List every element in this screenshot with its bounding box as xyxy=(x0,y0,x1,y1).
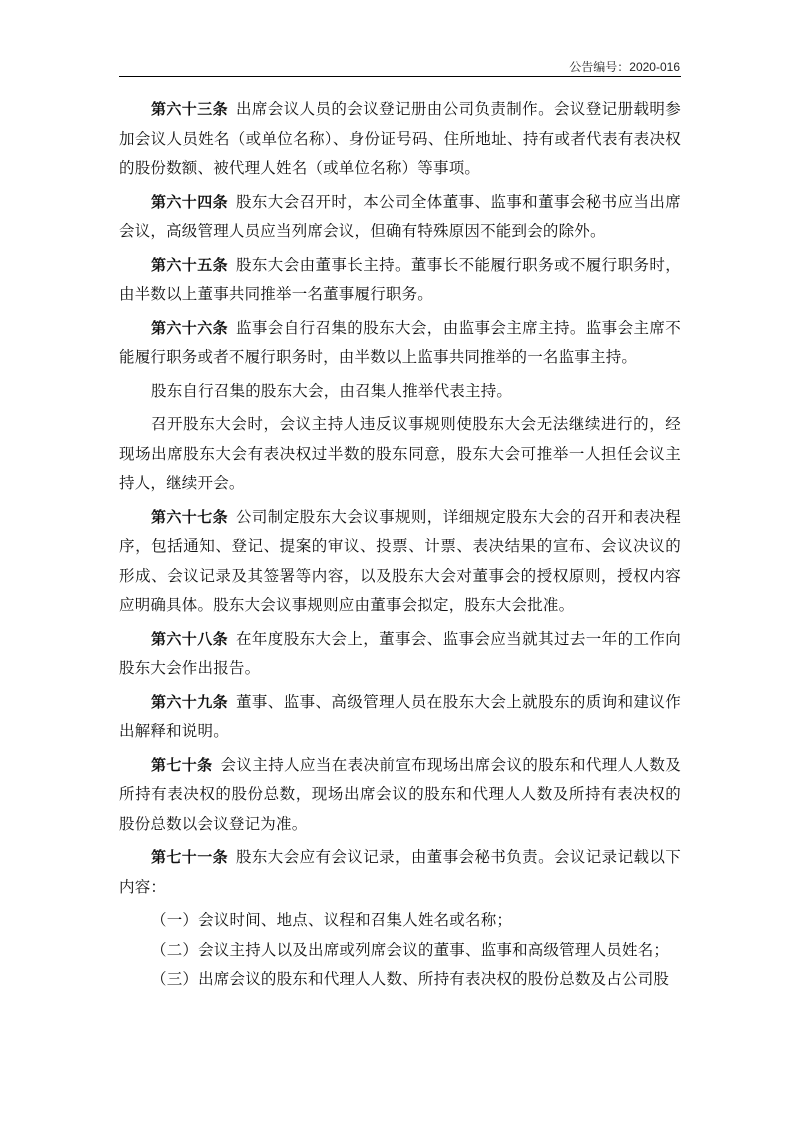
article-68 xyxy=(119,625,681,684)
list-item: （三）出席会议的股东和代理人人数、所持有表决权的股份总数及占公司股 xyxy=(151,970,670,988)
article-66 xyxy=(119,314,681,373)
article-text: 董事、监事、高级管理人员在股东大会上就股东的质询和建议作出解释和说明。 xyxy=(119,692,681,740)
article-67 xyxy=(119,503,681,621)
article-text: 出席会议人员的会议登记册由公司负责制作。会议登记册载明参加会议人员姓名（或单位名称）、身份证号码、住所地址、持有或者代表有表决权的股份数额、被代理人姓名（或单位名称）等事项。 xyxy=(119,100,681,177)
document-body xyxy=(119,95,681,995)
paragraph-text: 股东自行召集的股东大会，由召集人推举代表主持。 xyxy=(151,381,513,400)
article-number: 第七十一条 xyxy=(151,848,228,866)
article-number: 第七十条 xyxy=(151,755,213,774)
article-text: 会议主持人应当在表决前宣布现场出席会议的股东和代理人人数及所持有表决权的股份总数，现场出席会议的股东和代理人人数及所持有表决权的股份总数以会议登记为准。 xyxy=(119,755,681,833)
article-number: 第六十六条 xyxy=(151,318,228,337)
article-69 xyxy=(119,688,681,747)
header-divider xyxy=(119,76,681,77)
article-text: 股东大会由董事长主持。董事长不能履行职务或不履行职务时，由半数以上董事共同推举一名董事履行职务。 xyxy=(119,255,681,303)
article-text: 监事会自行召集的股东大会，由监事会主席主持。监事会主席不能履行职务或者不履行职务时，由半数以上监事共同推举的一名监事主持。 xyxy=(119,318,681,366)
article-text: 在年度股东大会上，董事会、监事会应当就其过去一年的工作向股东大会作出报告。 xyxy=(119,629,681,677)
announcement-number: 公告编号：2020-016 xyxy=(569,60,680,74)
article-number: 第六十三条 xyxy=(151,100,228,118)
article-number: 第六十五条 xyxy=(151,255,228,274)
article-number: 第六十四条 xyxy=(151,192,228,211)
article-text: 公司制定股东大会议事规则，详细规定股东大会的召开和表决程序，包括通知、登记、提案的审议、投票、计票、表决结果的宣布、会议决议的形成、会议记录及其签署等内容，以及股东大会对董事会的授权原则，授权内容应明确具体。股东大会议事规则应由董事会拟定，股东大会批准。 xyxy=(119,507,681,614)
list-item: （二）会议主持人以及出席或列席会议的董事、监事和高级管理人员姓名； xyxy=(151,940,670,959)
paragraph-meeting-chair xyxy=(119,410,681,499)
article-71 xyxy=(119,843,681,902)
paragraph-text: 召开股东大会时，会议主持人违反议事规则使股东大会无法继续进行的，经现场出席股东大会有表决权过半数的股东同意，股东大会可推举一人担任会议主持人，继续开会。 xyxy=(119,415,681,492)
article-number: 第六十七条 xyxy=(151,507,228,526)
paragraph-self-convened xyxy=(119,377,681,407)
article-text: 股东大会应有会议记录，由董事会秘书负责。会议记录记载以下内容： xyxy=(119,848,681,896)
article-64 xyxy=(119,188,681,247)
article-text: 股东大会召开时，本公司全体董事、监事和董事会秘书应当出席会议，高级管理人员应当列席会议，但确有特殊原因不能到会的除外。 xyxy=(119,192,681,240)
article-number: 第六十九条 xyxy=(151,692,228,711)
article-70 xyxy=(119,751,681,840)
article-65 xyxy=(119,251,681,310)
article-63 xyxy=(119,95,681,184)
article-number: 第六十八条 xyxy=(151,629,228,648)
list-item: （一）会议时间、地点、议程和召集人姓名或名称； xyxy=(151,911,513,929)
